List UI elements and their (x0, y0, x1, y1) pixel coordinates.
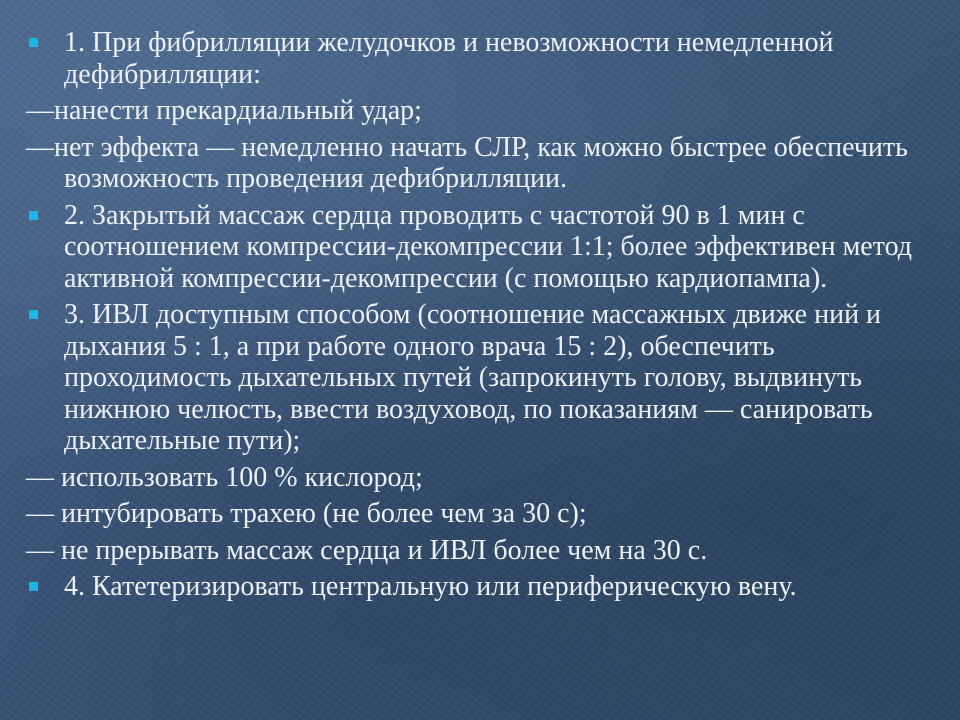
list-item-text: — не прерывать массаж сердца и ИВЛ более чем на 30 с. (26, 534, 708, 566)
slide-content (26, 27, 936, 608)
list-item-text: — интубировать трахею (не более чем за 30 с); (26, 498, 587, 529)
list-item-dash-2 (26, 132, 936, 195)
list-item-bullet-4 (26, 571, 936, 603)
list-item-text: —нанести прекардиальный удар; (26, 95, 422, 126)
square-bullet-icon (29, 582, 38, 591)
list-item-bullet-3 (26, 299, 936, 457)
list-item-dash-5 (26, 535, 936, 567)
list-item-bullet-2 (26, 200, 936, 295)
list-item-text: 3. ИВЛ доступным способом (соотношение массажных движе ний и дыхания 5 : 1, а при работе одного врача 15 : 2), обеспечить проходимость дыхательных путей (запрокинуть голову, выдвинуть нижнюю челюсть, ввести воздуховод, по показаниям — санировать дыхательные пути); (64, 299, 882, 456)
list-item-bullet-1 (26, 27, 936, 90)
list-item-text: — использовать 100 % кислород; (26, 461, 423, 493)
square-bullet-icon (29, 310, 38, 319)
square-bullet-icon (29, 211, 38, 220)
list-item-dash-3 (26, 462, 936, 494)
list-item-dash-4 (26, 498, 936, 530)
square-bullet-icon (29, 38, 38, 47)
list-item-text: 1. При фибрилляции желудочков и невозможности немедленной дефибрилляции: (64, 27, 834, 90)
list-item-text: —нет эффекта — немедленно начать СЛР, как можно быстрее обеспечить возможность проведения дефибрилляции. (26, 131, 908, 194)
list-item-text: 4. Катетеризировать центральную или периферическую вену. (64, 571, 797, 602)
list-item-text: 2. Закрытый массаж сердца проводить с частотой 90 в 1 мин с соотношением компрессии-декомпрессии 1:1; более эффективен метод активной компрессии-декомпрессии (с помощью кардиопампа). (64, 199, 913, 294)
list-item-dash-1 (26, 95, 936, 127)
